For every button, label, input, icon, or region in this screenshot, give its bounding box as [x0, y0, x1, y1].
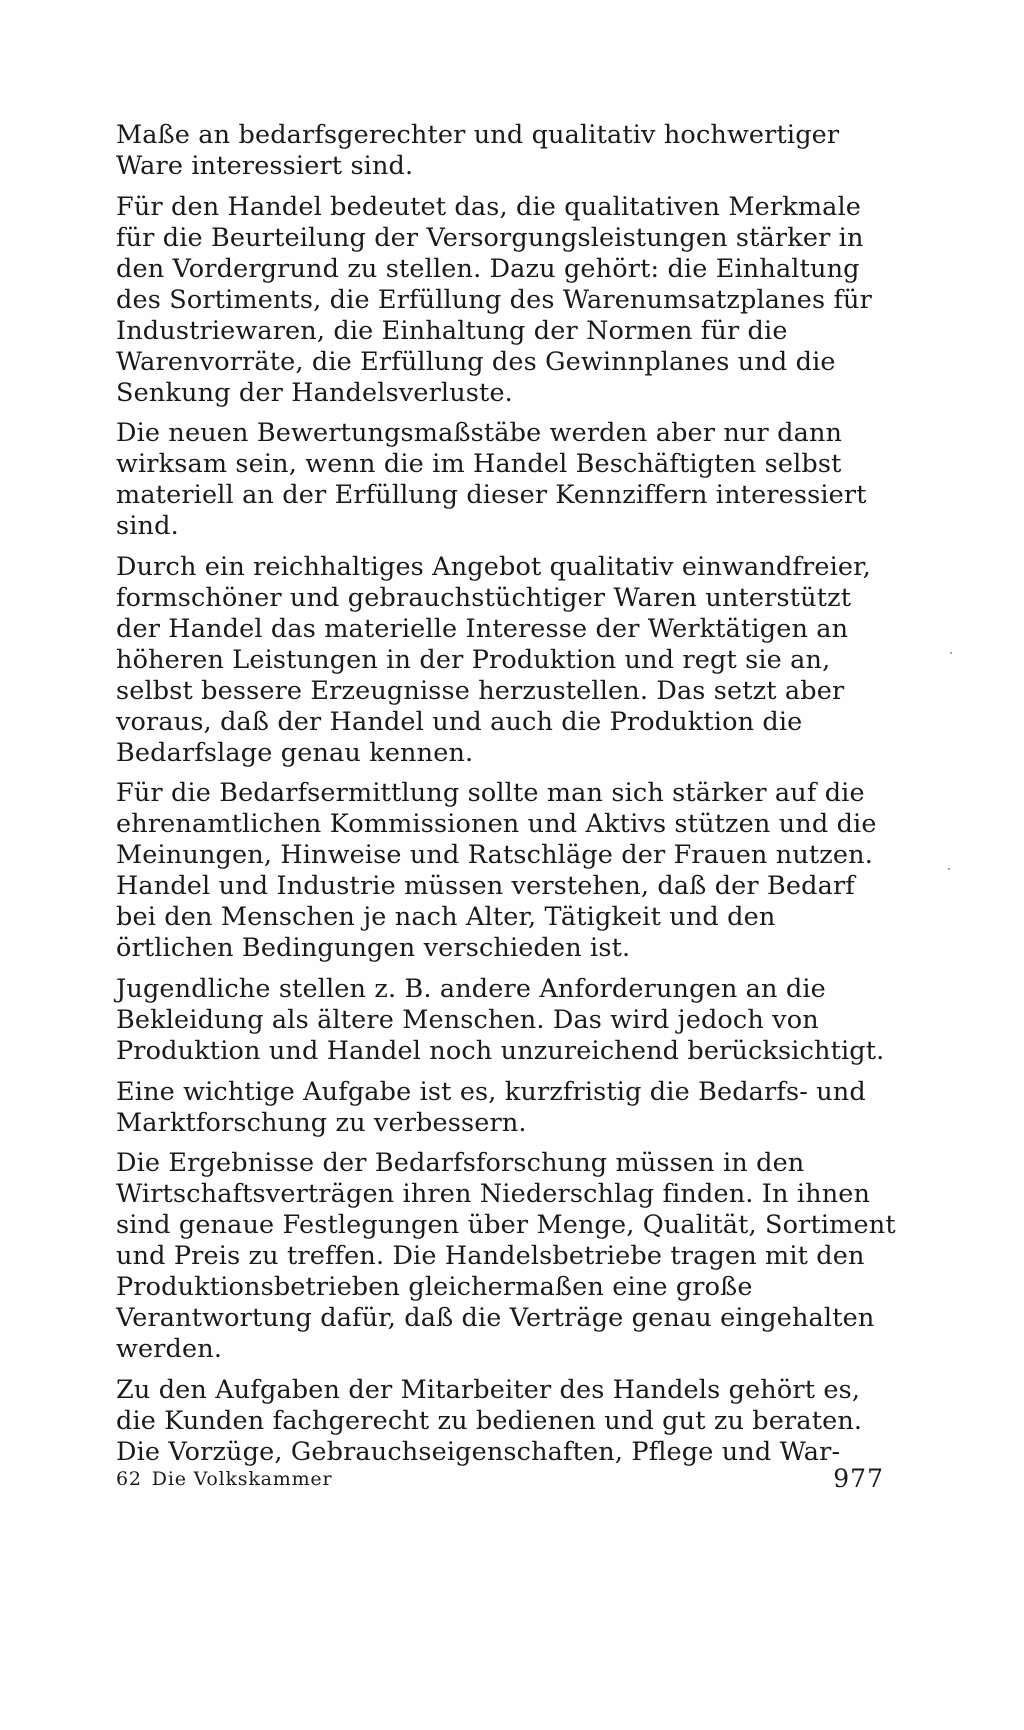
body-text — [116, 120, 896, 1477]
paragraph-6: Jugendliche stellen z. B. andere Anforderungen an die Bekleidung als ältere Menschen. Das wird jedoch von Produktion und Handel noch unzureichend berücksichtigt. — [116, 973, 885, 1066]
scan-speck — [950, 652, 952, 654]
paragraph-9: Zu den Aufgaben der Mitarbeiter des Handels gehört es, die Kunden fachgerecht zu bedienen und gut zu beraten. Die Vorzüge, Gebrauchseigenschaften, Pflege und War- — [116, 1374, 863, 1467]
page-footer — [116, 1464, 896, 1496]
paragraph-1: Maße an bedarfsgerechter und qualitativ hochwertiger Ware interessiert sind. — [116, 120, 840, 181]
paragraph-4: Durch ein reichhaltiges Angebot qualitativ einwandfreier, formschöner und gebrauchstüchtiger Waren unterstützt der Handel das materielle Interesse der Werktätigen an höheren Leistungen in der Produktion und regt sie an, selbst bessere Erzeugnisse herzustellen. Das setzt aber voraus, daß der Handel und auch die Produktion die Bedarfslage genau kennen. — [116, 551, 871, 768]
paragraph-5: Für die Bedarfsermittlung sollte man sich stärker auf die ehrenamtlichen Kommissionen und Aktivs stützen und die Meinungen, Hinweise und Ratschläge der Frauen nutzen. Handel und Industrie müssen verstehen, daß der Bedarf bei den Menschen je nach Alter, Tätigkeit und den örtlichen Bedingungen verschieden ist. — [116, 778, 877, 964]
paragraph-7: Eine wichtige Aufgabe ist es, kurzfristig die Bedarfs- und Marktforschung zu verbessern. — [116, 1076, 866, 1138]
scan-speck — [948, 868, 950, 870]
page-number: 977 — [833, 1464, 884, 1493]
signature-title: Die Volkskammer — [151, 1468, 333, 1490]
paragraph-3: Die neuen Bewertungsmaßstäbe werden aber nur dann wirksam sein, wenn die im Handel Beschäftigten selbst materiell an der Erfüllung dieser Kennziffern interessiert sind. — [116, 418, 867, 542]
paragraph-8: Die Ergebnisse der Bedarfsforschung müssen in den Wirtschaftsverträgen ihren Niederschlag finden. In ihnen sind genaue Festlegungen über Menge, Qualität, Sortiment und Preis zu treffen. Die Handelsbetriebe tragen mit den Produktionsbetrieben gleichermaßen eine große Verantwortung dafür, daß die Verträge genau eingehalten werden. — [116, 1148, 896, 1365]
paragraph-2: Für den Handel bedeutet das, die qualitativen Merkmale für die Beurteilung der Versorgungsleistungen stärker in den Vordergrund zu stellen. Dazu gehört: die Einhaltung des Sortiments, die Erfüllung des Warenumsatzplanes für Industriewaren, die Einhaltung der Normen für die Warenvorräte, die Erfüllung des Gewinnplanes und die Senkung der Handelsverluste. — [116, 191, 872, 408]
printer-signature — [116, 1468, 332, 1490]
signature-number: 62 — [116, 1468, 142, 1490]
